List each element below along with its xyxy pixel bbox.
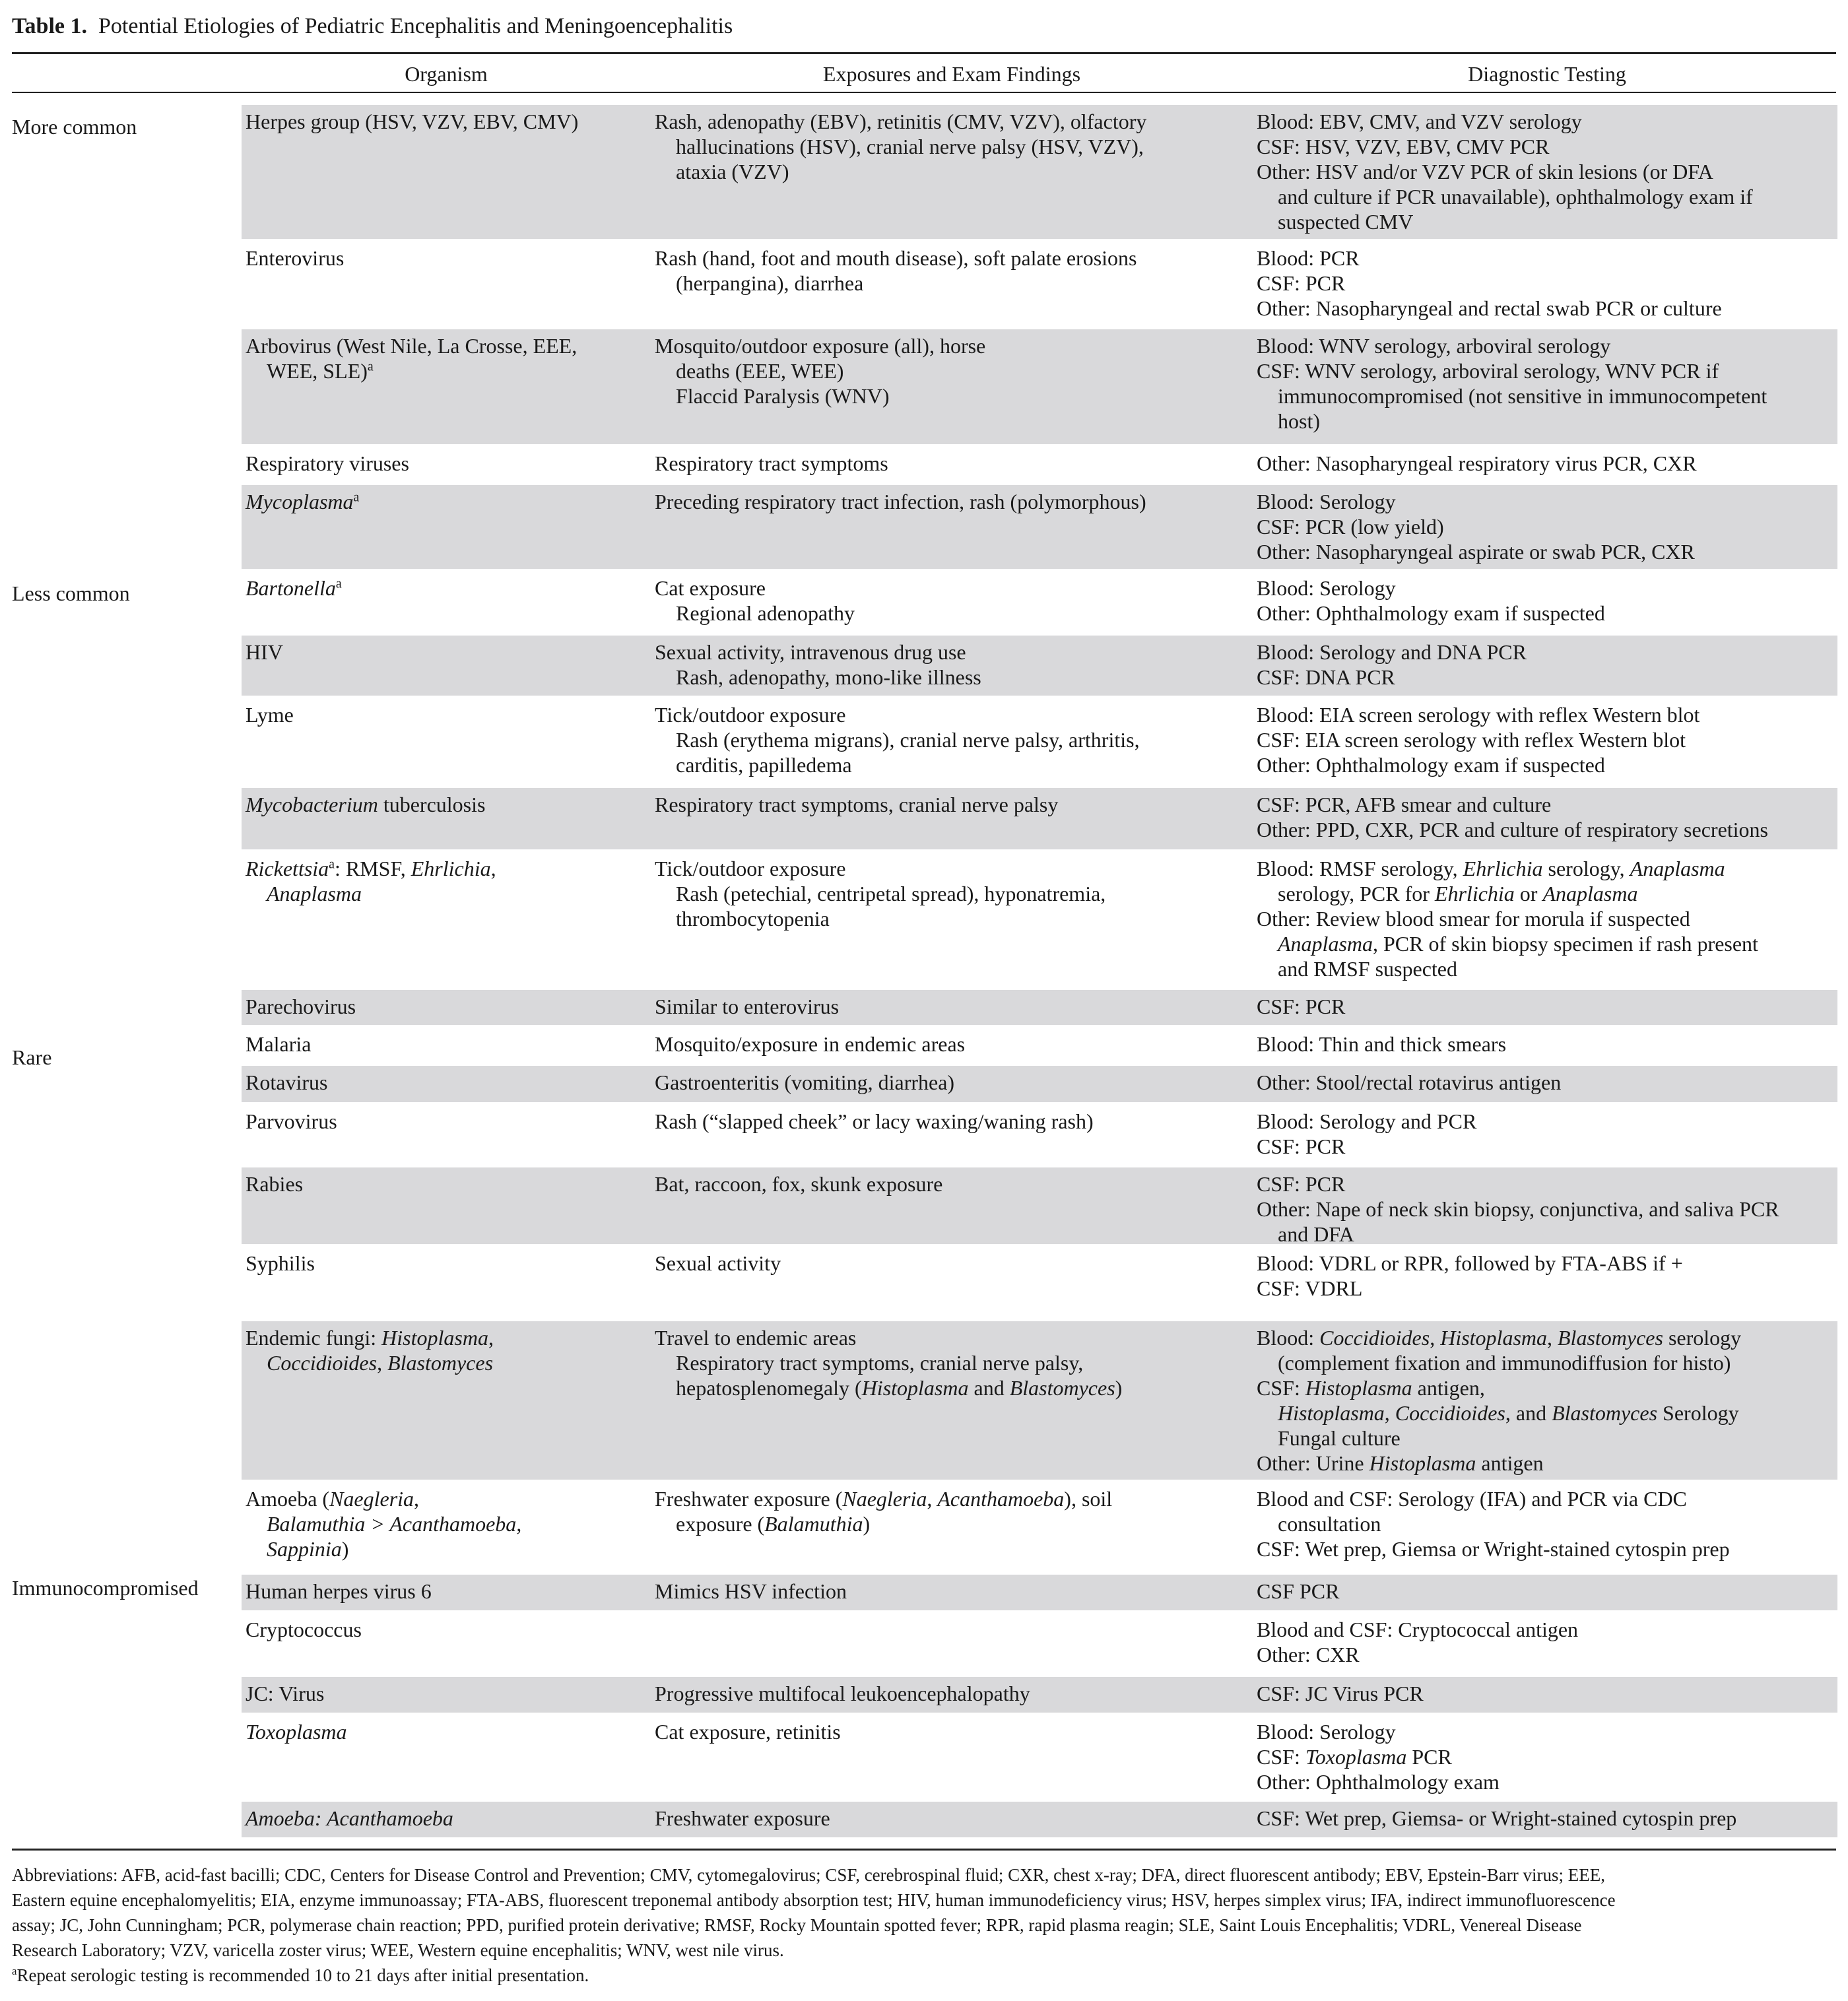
diagnostic-testing-cell xyxy=(1257,1579,1837,1604)
diagnostic-testing-cell xyxy=(1257,1109,1837,1159)
footnote-marker: a xyxy=(329,857,335,872)
cell-line: Endemic fungi: Histoplasma, xyxy=(246,1326,494,1350)
cell-line: Other: Nasopharyngeal respiratory virus PCR, CXR xyxy=(1257,451,1697,475)
cell-line: Preceding respiratory tract infection, rash (polymorphous) xyxy=(655,490,1146,513)
cell-line: Other: PPD, CXR, PCR and culture of respiratory secretions xyxy=(1257,818,1768,841)
cell-line: Blood: Serology and PCR xyxy=(1257,1109,1477,1133)
group-label-rare: Rare xyxy=(12,1045,52,1069)
abbreviations-line-2: Eastern equine encephalomyelitis; EIA, enzyme immunoassay; FTA-ABS, fluorescent treponemal antibody absorption test; HIV, human immunodeficiency virus; HSV, herpes simplex virus; IFA, indirect immunofluorescence xyxy=(12,1890,1616,1910)
exposures-cell xyxy=(655,246,1249,296)
diagnostic-testing-cell xyxy=(1257,1032,1837,1057)
table-row xyxy=(242,1677,1837,1713)
organism-cell xyxy=(246,1681,648,1706)
cell-line: CSF: JC Virus PCR xyxy=(1257,1682,1424,1705)
group-label-immunocompromised: Immunocompromised xyxy=(12,1576,199,1600)
organism-cell xyxy=(246,640,648,665)
cell-line: CSF: DNA PCR xyxy=(1257,665,1395,689)
table-row xyxy=(242,990,1837,1025)
table-row xyxy=(242,698,1837,785)
cell-line: serology, PCR for Ehrlichia or Anaplasma xyxy=(1278,882,1638,905)
cell-line: Respiratory tract symptoms, cranial nerve palsy, xyxy=(676,1351,1084,1375)
cell-line: Regional adenopathy xyxy=(676,601,855,625)
cell-line: CSF: VDRL xyxy=(1257,1276,1363,1300)
footnote-a-text: Repeat serologic testing is recommended 10 to 21 days after initial presentation. xyxy=(16,1965,589,1985)
diagnostic-testing-cell xyxy=(1257,489,1837,564)
diagnostic-testing-cell xyxy=(1257,1251,1837,1301)
exposures-cell xyxy=(655,1070,1249,1095)
table-row xyxy=(242,1167,1837,1244)
exposures-cell xyxy=(655,109,1249,184)
organism-cell xyxy=(246,1325,648,1375)
organism-cell xyxy=(246,1486,648,1561)
cell-line: Sappinia) xyxy=(267,1537,349,1561)
organism-cell xyxy=(246,1806,648,1831)
cell-line: Blood and CSF: Cryptococcal antigen xyxy=(1257,1618,1579,1641)
diagnostic-testing-cell xyxy=(1257,1617,1837,1667)
cell-line: CSF: EIA screen serology with reflex Western blot xyxy=(1257,728,1686,752)
exposures-cell xyxy=(655,1719,1249,1744)
organism-cell xyxy=(246,1109,648,1134)
table-label: Table 1. xyxy=(12,14,88,38)
abbreviations-line-3: assay; JC, John Cunningham; PCR, polymerase chain reaction; PPD, purified protein derivative; RMSF, Rocky Mountain spotted fever; RPR, rapid plasma reagin; SLE, Saint Louis Encephalitis; VDRL, Venereal Disease xyxy=(12,1915,1582,1935)
cell-line: Rash (hand, foot and mouth disease), soft palate erosions xyxy=(655,246,1137,270)
top-rule xyxy=(12,52,1836,54)
cell-line: and RMSF suspected xyxy=(1278,957,1457,981)
table-row xyxy=(242,1613,1837,1674)
cell-line: CSF: PCR, AFB smear and culture xyxy=(1257,793,1552,816)
cell-line: Travel to endemic areas xyxy=(655,1326,857,1350)
cell-line: Respiratory tract symptoms, cranial nerve palsy xyxy=(655,793,1059,816)
organism-cell xyxy=(246,109,648,134)
table-row xyxy=(242,1575,1837,1610)
cell-line: Anaplasma, PCR of skin biopsy specimen if rash present xyxy=(1278,932,1758,956)
cell-line: Blood: Serology and DNA PCR xyxy=(1257,640,1527,664)
cell-line: CSF: PCR xyxy=(1257,995,1346,1018)
cell-line: Mimics HSV infection xyxy=(655,1579,847,1603)
table-row xyxy=(242,788,1837,849)
table-title: Potential Etiologies of Pediatric Encephalitis and Meningoencephalitis xyxy=(98,14,733,38)
diagnostic-testing-cell xyxy=(1257,1681,1837,1706)
cell-line: immunocompromised (not sensitive in immunocompetent xyxy=(1278,384,1767,408)
exposures-cell xyxy=(655,994,1249,1019)
exposures-cell xyxy=(655,1251,1249,1276)
cell-line: WEE, SLE)$^a$ xyxy=(267,359,374,383)
table-row xyxy=(242,1028,1837,1063)
footnote-marker: a xyxy=(367,359,374,374)
cell-line: Blood: EIA screen serology with reflex Western blot xyxy=(1257,703,1700,727)
cell-line: Flaccid Paralysis (WNV) xyxy=(676,384,890,408)
bottom-rule xyxy=(12,1849,1836,1851)
cell-line: CSF: PCR (low yield) xyxy=(1257,515,1444,539)
cell-line: Arbovirus (West Nile, La Crosse, EEE, xyxy=(246,334,578,358)
organism-cell xyxy=(246,333,648,383)
diagnostic-testing-cell xyxy=(1257,1171,1837,1247)
organism-cell xyxy=(246,451,648,476)
exposures-cell xyxy=(655,575,1249,626)
diagnostic-testing-cell xyxy=(1257,1070,1837,1095)
cell-line: suspected CMV xyxy=(1278,210,1414,234)
cell-line: Syphilis xyxy=(246,1251,315,1275)
cell-line: exposure (Balamuthia) xyxy=(676,1512,871,1536)
cell-line: Bat, raccoon, fox, skunk exposure xyxy=(655,1172,943,1196)
cell-line: Sexual activity, intravenous drug use xyxy=(655,640,966,664)
cell-line: Blood: Serology xyxy=(1257,490,1396,513)
cell-line: and DFA xyxy=(1278,1222,1354,1246)
cell-line: Respiratory tract symptoms xyxy=(655,451,888,475)
cell-line: Blood: Coccidioides, Histoplasma, Blastomyces serology xyxy=(1257,1326,1742,1350)
cell-line: Blood: VDRL or RPR, followed by FTA-ABS if + xyxy=(1257,1251,1683,1275)
abbreviations-line-4: Research Laboratory; VZV, varicella zoster virus; WEE, Western equine encephalitis; WNV, west nile virus. xyxy=(12,1940,784,1960)
table-row xyxy=(242,242,1837,327)
group-label-more-common: More common xyxy=(12,115,137,139)
exposures-cell xyxy=(655,489,1249,514)
diagnostic-testing-cell xyxy=(1257,702,1837,777)
cell-line: thrombocytopenia xyxy=(676,907,830,931)
cell-line: Other: Ophthalmology exam if suspected xyxy=(1257,753,1605,777)
cell-line: Other: Nasopharyngeal aspirate or swab PCR, CXR xyxy=(1257,540,1695,564)
cell-line: Blood: WNV serology, arboviral serology xyxy=(1257,334,1611,358)
cell-line: Rash, adenopathy (EBV), retinitis (CMV, VZV), olfactory xyxy=(655,110,1147,133)
cell-line: Other: Stool/rectal rotavirus antigen xyxy=(1257,1070,1562,1094)
table-footnotes xyxy=(12,1862,1836,1988)
cell-line: Lyme xyxy=(246,703,294,727)
cell-line: Parvovirus xyxy=(246,1109,337,1133)
header-exposures: Exposures and Exam Findings xyxy=(822,62,1081,86)
exposures-cell xyxy=(655,1171,1249,1197)
cell-line: Rotavirus xyxy=(246,1070,328,1094)
cell-line: Parechovirus xyxy=(246,995,356,1018)
cell-line: Human herpes virus 6 xyxy=(246,1579,432,1603)
header-organism: Organism xyxy=(405,62,488,86)
diagnostic-testing-cell xyxy=(1257,333,1837,434)
cell-line: Similar to enterovirus xyxy=(655,995,840,1018)
exposures-cell xyxy=(655,702,1249,777)
cell-line: Blood: Serology xyxy=(1257,1720,1396,1744)
cell-line: Other: Review blood smear for morula if suspected xyxy=(1257,907,1690,931)
cell-line: carditis, papilledema xyxy=(676,753,852,777)
cell-line: CSF: WNV serology, arboviral serology, WNV PCR if xyxy=(1257,359,1719,383)
cell-line: (herpangina), diarrhea xyxy=(676,271,864,295)
cell-line: Amoeba (Naegleria, xyxy=(246,1487,420,1511)
table-row xyxy=(242,105,1837,239)
cell-line: Malaria xyxy=(246,1032,312,1056)
organism-cell xyxy=(246,1251,648,1276)
cell-line: Blood: PCR xyxy=(1257,246,1360,270)
organism-cell xyxy=(246,994,648,1019)
organism-cell xyxy=(246,575,648,601)
cell-line: Mosquito/exposure in endemic areas xyxy=(655,1032,966,1056)
organism-cell xyxy=(246,1171,648,1197)
cell-line: Freshwater exposure xyxy=(655,1806,830,1830)
cell-line: CSF: PCR xyxy=(1257,1134,1346,1158)
diagnostic-testing-cell xyxy=(1257,792,1837,842)
diagnostic-testing-cell xyxy=(1257,451,1837,476)
diagnostic-testing-cell xyxy=(1257,1806,1837,1831)
cell-line: Rash (petechial, centripetal spread), hyponatremia, xyxy=(676,882,1106,905)
cell-line: Blood: Serology xyxy=(1257,576,1396,600)
exposures-cell xyxy=(655,640,1249,690)
cell-line: Cryptococcus xyxy=(246,1618,362,1641)
organism-cell xyxy=(246,1070,648,1095)
cell-line: CSF: Wet prep, Giemsa- or Wright-stained cytospin prep xyxy=(1257,1806,1737,1830)
diagnostic-testing-cell xyxy=(1257,994,1837,1019)
cell-line: Rickettsia$^a$: RMSF, Ehrlichia, xyxy=(246,857,496,880)
cell-line: Cat exposure xyxy=(655,576,766,600)
group-label-less-common: Less common xyxy=(12,581,130,605)
cell-line: CSF: PCR xyxy=(1257,1172,1346,1196)
cell-line: Gastroenteritis (vomiting, diarrhea) xyxy=(655,1070,955,1094)
cell-line: Fungal culture xyxy=(1278,1426,1401,1450)
exposures-cell xyxy=(655,1032,1249,1057)
cell-line: Anaplasma xyxy=(267,882,362,905)
organism-cell xyxy=(246,1032,648,1057)
diagnostic-testing-cell xyxy=(1257,246,1837,321)
cell-line: Mycobacterium tuberculosis xyxy=(246,793,486,816)
cell-line: host) xyxy=(1278,409,1320,433)
cell-line: Other: Nape of neck skin biopsy, conjunctiva, and saliva PCR xyxy=(1257,1197,1779,1221)
table-row xyxy=(242,852,1837,987)
cell-line: CSF: Toxoplasma PCR xyxy=(1257,1745,1452,1769)
cell-line: CSF: PCR xyxy=(1257,271,1346,295)
cell-line: Rash (erythema migrans), cranial nerve palsy, arthritis, xyxy=(676,728,1140,752)
cell-line: Blood: EBV, CMV, and VZV serology xyxy=(1257,110,1582,133)
cell-line: CSF: HSV, VZV, EBV, CMV PCR xyxy=(1257,135,1550,158)
cell-line: Other: Ophthalmology exam if suspected xyxy=(1257,601,1605,625)
table-row xyxy=(242,1715,1837,1799)
cell-line: Bartonella$^a$ xyxy=(246,576,342,600)
cell-line: Tick/outdoor exposure xyxy=(655,703,846,727)
cell-line: Other: HSV and/or VZV PCR of skin lesions (or DFA xyxy=(1257,160,1713,183)
table-row xyxy=(242,329,1837,444)
cell-line: CSF: Histoplasma antigen, xyxy=(1257,1376,1485,1400)
exposures-cell xyxy=(655,856,1249,931)
cell-line: hepatosplenomegaly (Histoplasma and Blastomyces) xyxy=(676,1376,1123,1400)
cell-line: Rash, adenopathy, mono-like illness xyxy=(676,665,981,689)
diagnostic-testing-cell xyxy=(1257,1719,1837,1794)
table-row xyxy=(242,1482,1837,1572)
table-row xyxy=(242,572,1837,633)
cell-line: Other: Nasopharyngeal and rectal swab PCR or culture xyxy=(1257,296,1722,320)
cell-line: (complement fixation and immunodiffusion for histo) xyxy=(1278,1351,1731,1375)
exposures-cell xyxy=(655,1109,1249,1134)
table-row xyxy=(242,485,1837,569)
exposures-cell xyxy=(655,1681,1249,1706)
cell-line: and culture if PCR unavailable), ophthalmology exam if xyxy=(1278,185,1753,209)
cell-line: Other: Urine Histoplasma antigen xyxy=(1257,1451,1544,1475)
cell-line: HIV xyxy=(246,640,283,664)
table-row xyxy=(242,1105,1837,1165)
footnote-a xyxy=(12,1963,1836,1988)
exposures-cell xyxy=(655,1806,1249,1831)
cell-line: Rabies xyxy=(246,1172,304,1196)
cell-line: ataxia (VZV) xyxy=(676,160,789,183)
organism-cell xyxy=(246,856,648,906)
cell-line: Coccidioides, Blastomyces xyxy=(267,1351,494,1375)
table-row xyxy=(242,447,1837,482)
cell-line: Blood: Thin and thick smears xyxy=(1257,1032,1507,1056)
header-diagnostic-testing: Diagnostic Testing xyxy=(1468,62,1626,86)
cell-line: Enterovirus xyxy=(246,246,345,270)
cell-line: CSF: Wet prep, Giemsa or Wright-stained cytospin prep xyxy=(1257,1537,1730,1561)
cell-line: consultation xyxy=(1278,1512,1381,1536)
exposures-cell xyxy=(655,451,1249,476)
cell-line: Balamuthia > Acanthamoeba, xyxy=(267,1512,522,1536)
cell-line: Blood and CSF: Serology (IFA) and PCR via CDC xyxy=(1257,1487,1687,1511)
cell-line: Other: CXR xyxy=(1257,1643,1360,1666)
organism-cell xyxy=(246,246,648,271)
cell-line: JC: Virus xyxy=(246,1682,325,1705)
diagnostic-testing-cell xyxy=(1257,856,1837,981)
diagnostic-testing-cell xyxy=(1257,1486,1837,1561)
organism-cell xyxy=(246,1579,648,1604)
exposures-cell xyxy=(655,333,1249,409)
diagnostic-testing-cell xyxy=(1257,109,1837,234)
table-row xyxy=(242,1247,1837,1319)
exposures-cell xyxy=(655,1579,1249,1604)
organism-cell xyxy=(246,1617,648,1642)
cell-line: Respiratory viruses xyxy=(246,451,409,475)
cell-line: Mycoplasma$^a$ xyxy=(246,490,360,513)
cell-line: Other: Ophthalmology exam xyxy=(1257,1770,1500,1794)
cell-line: Progressive multifocal leukoencephalopathy xyxy=(655,1682,1030,1705)
table-row xyxy=(242,1802,1837,1837)
cell-line: hallucinations (HSV), cranial nerve palsy (HSV, VZV), xyxy=(676,135,1144,158)
organism-cell xyxy=(246,792,648,817)
organism-cell xyxy=(246,702,648,727)
cell-line: Herpes group (HSV, VZV, EBV, CMV) xyxy=(246,110,579,133)
diagnostic-testing-cell xyxy=(1257,640,1837,690)
cell-line: Tick/outdoor exposure xyxy=(655,857,846,880)
cell-line: CSF PCR xyxy=(1257,1579,1340,1603)
footnote-marker: a xyxy=(353,490,360,505)
table-row xyxy=(242,1066,1837,1102)
exposures-cell xyxy=(655,792,1249,817)
table-row xyxy=(242,1321,1837,1480)
cell-line: Rash (“slapped cheek” or lacy waxing/waning rash) xyxy=(655,1109,1094,1133)
organism-cell xyxy=(246,1719,648,1744)
cell-line: Cat exposure, retinitis xyxy=(655,1720,841,1744)
diagnostic-testing-cell xyxy=(1257,575,1837,626)
cell-line: Sexual activity xyxy=(655,1251,781,1275)
cell-line: Mosquito/outdoor exposure (all), horse xyxy=(655,334,986,358)
header-rule xyxy=(12,92,1836,93)
cell-line: Histoplasma, Coccidioides, and Blastomyces Serology xyxy=(1278,1401,1739,1425)
table-row xyxy=(242,636,1837,696)
footnote-marker: a xyxy=(12,1965,17,1977)
table-caption xyxy=(12,11,733,42)
abbreviations-line-1: Abbreviations: AFB, acid-fast bacilli; CDC, Centers for Disease Control and Prevention; CMV, cytomegalovirus; CSF, cerebrospinal fluid; CXR, chest x-ray; DFA, direct fluorescent antibody; EBV, Epstein-Barr virus; EEE, xyxy=(12,1865,1605,1885)
footnote-marker: a xyxy=(335,576,342,591)
cell-line: Freshwater exposure (Naegleria, Acanthamoeba), soil xyxy=(655,1487,1113,1511)
cell-line: Blood: RMSF serology, Ehrlichia serology, Anaplasma xyxy=(1257,857,1725,880)
cell-line: Toxoplasma xyxy=(246,1720,347,1744)
cell-line: deaths (EEE, WEE) xyxy=(676,359,844,383)
exposures-cell xyxy=(655,1325,1249,1400)
cell-line: Amoeba: Acanthamoeba xyxy=(246,1806,453,1830)
diagnostic-testing-cell xyxy=(1257,1325,1837,1476)
exposures-cell xyxy=(655,1486,1249,1536)
organism-cell xyxy=(246,489,648,514)
